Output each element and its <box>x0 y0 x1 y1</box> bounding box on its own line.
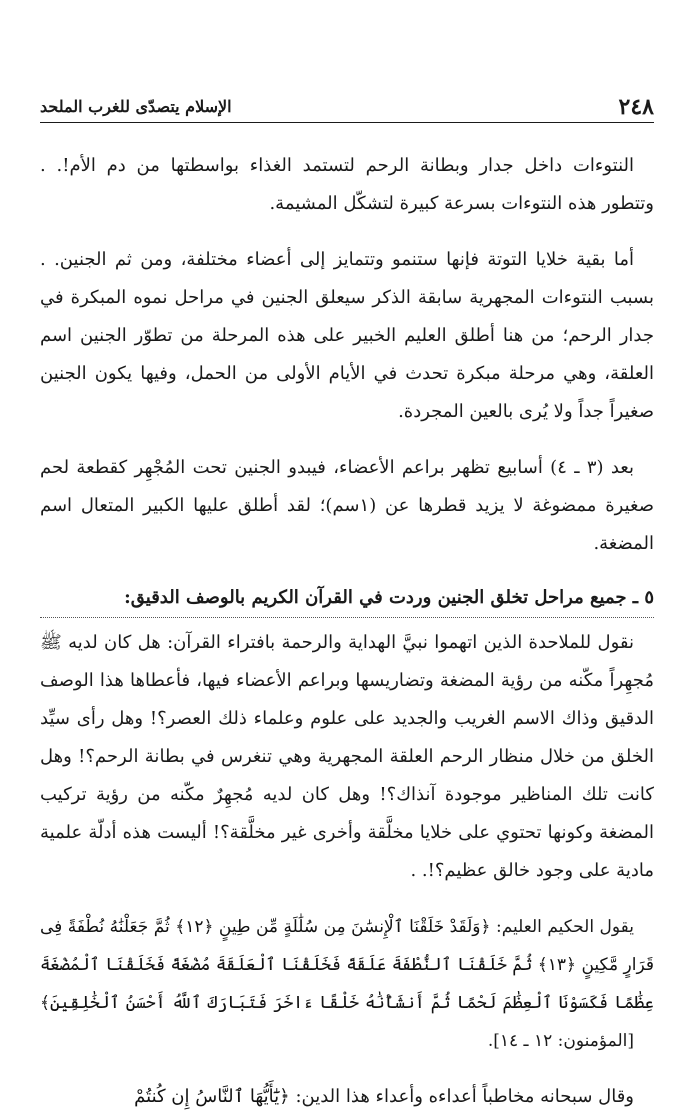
paragraph-final <box>40 1078 654 1116</box>
quran-intro: يقول الحكيم العليم: <box>490 917 634 937</box>
page-number: ٢٤٨ <box>618 94 654 120</box>
quran-verse: ﴿وَلَقَدْ خَلَقْنَا ٱلْإِنسَٰنَ مِن سُلَٰلَةٍ مِّن طِينٍ ﴿١٢﴾ ثُمَّ جَعَلْنَٰهُ نُطْفَةً فِى قَرَارٍ مَّكِينٍ ﴿١٣﴾ ثُمَّ خَلَقْنَا ٱلنُّطْفَةَ عَلَقَةً فَخَلَقْنَا ٱلْعَلَقَةَ مُضْغَةً فَخَلَقْنَا ٱلْمُضْغَةَ عِظَٰمًا فَكَسَوْنَا ٱلْعِظَٰمَ لَحْمًا ثُمَّ أَنشَأْنَٰهُ خَلْقًا ءَاخَرَ فَتَبَارَكَ ٱللَّهُ أَحْسَنُ ٱلْخَٰلِقِينَ﴾ <box>40 917 654 1013</box>
final-verse-start: ﴿يَٰٓأَيُّهَا ٱلنَّاسُ إِن كُنتُمْ <box>134 1086 290 1107</box>
verse-reference: [المؤمنون: ١٢ ـ ١٤]. <box>487 1031 634 1051</box>
book-page <box>40 92 654 1116</box>
book-title: الإسلام يتصدّى للغرب الملحد <box>40 97 232 116</box>
quran-quote <box>40 908 654 1060</box>
paragraph-alaqa: أما بقية خلايا التوتة فإنها ستنمو وتتمايز إلى أعضاء مختلفة، ومن ثم الجنين. . بسبب النتوءات المجهرية سابقة الذكر سيعلق الجنين في مراحل نموه المبكرة في جدار الرحم؛ من هنا أطلق العليم الخبير على هذه المرحلة من تطوّر الجنين اسم العلقة، وهي مرحلة مبكرة تحدث في الأيام الأولى من الحمل، وفيها يكون الجنين صغيراً جداً ولا يُرى بالعين المجردة. <box>40 249 654 422</box>
section-heading: ٥ ـ جميع مراحل تخلق الجنين وردت في القرآن الكريم بالوصف الدقيق: <box>40 581 654 618</box>
running-head <box>40 92 654 123</box>
paragraph-argument: نقول للملاحدة الذين اتهموا نبيَّ الهداية والرحمة بافتراء القرآن: هل كان لديه ﷺ مُجهِراً مكّنه من رؤية المضغة وتضاريسها وبراعم الأعضاء فيها، فأعطاها هذا الوصف الدقيق وذاك الاسم الغريب والجديد على علوم وعلماء ذلك العصر؟! وهل رأى سيِّد الخلق من خلال منظار الرحم العلقة المجهرية وهي تنغرس في بطانة الرحم؟! وهل كانت تلك المناظير موجودة آنذاك؟! وهل كان لديه مُجهِرٌ مكّنه من رؤية تركيب المضغة وكونها تحتوي على خلايا مخلَّقة وأخرى غير مخلَّقة؟! أليست هذه أدلّة علمية مادية على وجود خالق عظيم؟!. . <box>40 632 654 881</box>
final-text: وقال سبحانه مخاطباً أعداءه وأعداء هذا الدين: <box>289 1086 634 1107</box>
body-text <box>40 147 654 1116</box>
paragraph-placenta: النتوءات داخل جدار وبطانة الرحم لتستمد الغذاء بواسطتها من دم الأم!. . وتتطور هذه النتوءات بسرعة كبيرة لتشكّل المشيمة. <box>40 155 654 214</box>
paragraph-mudgha: بعد (٣ ـ ٤) أسابيع تظهر براعم الأعضاء، فيبدو الجنين تحت المُجْهِر كقطعة لحم صغيرة ممضوغة لا يزيد قطرها عن (١سم)؛ لقد أطلق عليها الكبير المتعال اسم المضغة. <box>40 457 654 554</box>
